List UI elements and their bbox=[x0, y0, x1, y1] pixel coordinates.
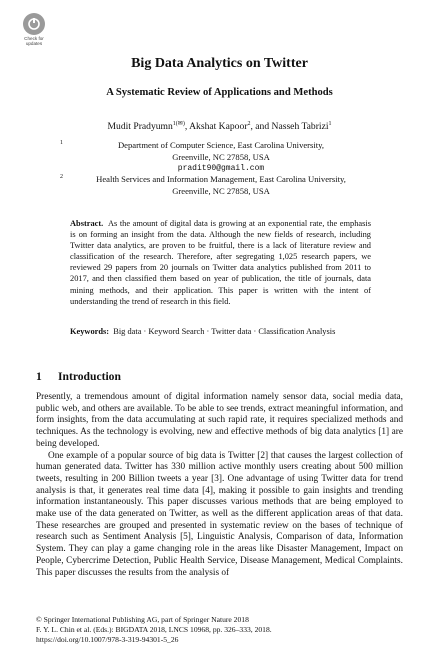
badge-label-line1: Check for bbox=[24, 36, 44, 41]
affiliation-2 bbox=[60, 174, 380, 197]
author-name: Akshat Kapoor bbox=[189, 121, 248, 133]
affiliation-1 bbox=[60, 140, 380, 175]
abstract-label: Abstract. bbox=[70, 219, 104, 228]
footer-notes bbox=[36, 615, 403, 646]
affiliation-number: 1 bbox=[60, 140, 63, 146]
section-title: Introduction bbox=[58, 370, 121, 383]
affiliation-line: Department of Computer Science, East Carolina University, bbox=[117, 140, 325, 150]
affiliation-line: Health Services and Information Management, East Carolina University, bbox=[96, 174, 346, 184]
abstract bbox=[70, 218, 371, 307]
author-separator: , bbox=[184, 121, 190, 133]
affiliation-line: Greenville, NC 27858, USA bbox=[172, 151, 270, 162]
keywords bbox=[70, 326, 371, 337]
paper-subtitle: A Systematic Review of Applications and Methods bbox=[106, 87, 333, 98]
author-name: Nasseh Tabrizi bbox=[271, 121, 329, 133]
body-text bbox=[36, 392, 403, 579]
abstract-text: As the amount of digital data is growing at an exponential rate, the emphasis is on forming an insight from the data. Although the new fields of research, including Twitter data analytics, are proven to be fruitful, there is a lack of literature review and classification of the research. Therefore, after segregating 1,025 research papers, we reviewed 29 papers from 20 journals on Twitter data analytics published from 2011 to 2017, and then classified them based on year of publication, the title of journals, data mining methods, and their application. This paper is written with the intent of understanding the trend of research in this field. bbox=[70, 219, 371, 306]
affiliation-number: 2 bbox=[60, 174, 63, 180]
citation-line: F. Y. L. Chin et al. (Eds.): BIGDATA 2018, LNCS 10968, pp. 326–333, 2018. bbox=[36, 625, 272, 635]
affiliation-line: Greenville, NC 27858, USA bbox=[172, 185, 270, 196]
update-check-icon bbox=[23, 13, 45, 35]
author-name: Mudit Pradyumn bbox=[107, 121, 173, 133]
author-separator: , and bbox=[250, 121, 272, 133]
author-affil-mark: 1(✉) bbox=[172, 121, 185, 127]
author-list bbox=[0, 118, 439, 133]
section-heading bbox=[36, 370, 121, 384]
badge-label bbox=[24, 36, 44, 46]
author-email-link[interactable]: pradit90@gmail.com bbox=[177, 164, 265, 174]
keywords-label: Keywords: bbox=[70, 327, 110, 336]
paper-title: Big Data Analytics on Twitter bbox=[131, 56, 308, 71]
copyright-line: © Springer International Publishing AG, part of Springer Nature 2018 bbox=[36, 615, 249, 624]
paragraph: One example of a popular source of big data is Twitter [2] that causes the largest collection of human generated data. Twitter has 330 million active monthly users creating about 500 million tweets, resulting in 200 Billion tweets a year [3]. One advantage of using Twitter data for trend analysis is that, it generates real time data [4], making it possible to gain insights and trending information instantaneously. This paper discusses various methods that are being employed to make use of the data generated on Twitter, as well as the different application areas of that data. These researches are grouped and presented in systematic review on the bases of technique of research such as Sentiment Analysis [5], Linguistic Analysis, Comparison of data, Information System. They can play a game changing role in the areas like Disaster Management, Impact on People, Cybercrime Detection, Public Health Service, Disease Management, Medical Complaints. This paper discusses the results from the analysis of bbox=[36, 450, 403, 578]
paragraph: Presently, a tremendous amount of digital information namely sensor data, social media data, public web, and others are available. To be able to see trends, extract meaningful information, and form insights, from the data accumulating at such rapid rate, it requires specialized methods and techniques. As the technology is evolving, new and effective methods of big data analytics [1] are being developed. bbox=[36, 392, 403, 449]
doi-link[interactable]: https://doi.org/10.1007/978-3-319-94301-5_26 bbox=[36, 635, 179, 645]
section-number: 1 bbox=[36, 370, 42, 383]
keywords-text: Big data · Keyword Search · Twitter data · Classification Analysis bbox=[113, 327, 336, 336]
badge-label-line2: updates bbox=[25, 41, 43, 46]
author-affil-mark: 1 bbox=[328, 121, 332, 127]
check-for-updates-badge[interactable] bbox=[19, 13, 49, 51]
author-affil-mark: 2 bbox=[247, 121, 251, 127]
